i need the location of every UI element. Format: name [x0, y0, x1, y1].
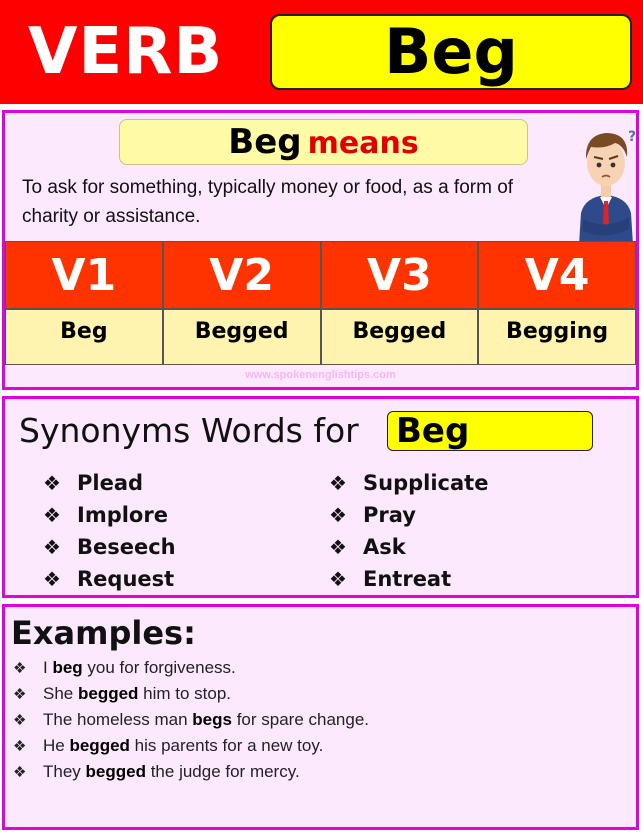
diamond-bullet-icon: ❖: [43, 535, 61, 559]
diamond-bullet-icon: ❖: [43, 567, 61, 591]
list-item: ❖ Request: [43, 563, 176, 595]
examples-section: [2, 604, 639, 830]
forms-value-v1: Beg: [5, 309, 163, 365]
diamond-bullet-icon: ❖: [329, 535, 347, 559]
example-item: ❖ I beg you for forgiveness.: [13, 655, 369, 681]
list-item: ❖ Plead: [43, 467, 176, 499]
verb-label: VERB: [28, 15, 224, 89]
list-item: ❖ Ask: [329, 531, 488, 563]
diamond-bullet-icon: ❖: [13, 764, 27, 781]
diamond-bullet-icon: ❖: [13, 686, 27, 703]
synonyms-word: Beg: [396, 411, 470, 451]
forms-value-v3: Begged: [321, 309, 479, 365]
list-item: ❖ Pray: [329, 499, 488, 531]
forms-value-v4: Begging: [478, 309, 636, 365]
synonyms-word-box: [387, 411, 593, 451]
list-item: ❖ Entreat: [329, 563, 488, 595]
example-item: ❖ They begged the judge for mercy.: [13, 759, 369, 785]
diamond-bullet-icon: ❖: [329, 567, 347, 591]
diamond-bullet-icon: ❖: [43, 471, 61, 495]
examples-title: Examples:: [11, 614, 196, 652]
synonyms-list-left: [43, 467, 176, 595]
watermark: www.spokenenglishtips.com: [245, 369, 396, 381]
headword-box: [270, 14, 632, 90]
example-item: ❖ The homeless man begs for spare change.: [13, 707, 369, 733]
svg-text:?: ?: [628, 129, 637, 145]
forms-value-row: [5, 309, 636, 365]
list-item: ❖ Supplicate: [329, 467, 488, 499]
confused-businessman-icon: [573, 113, 639, 245]
means-word: Beg: [228, 122, 302, 162]
forms-value-v2: Begged: [163, 309, 321, 365]
list-item: ❖ Implore: [43, 499, 176, 531]
synonyms-section: [2, 396, 639, 598]
list-item: ❖ Beseech: [43, 531, 176, 563]
diamond-bullet-icon: ❖: [13, 712, 27, 729]
examples-list: [13, 655, 369, 785]
verb-forms-table: [5, 241, 636, 365]
means-label: means: [307, 126, 419, 161]
forms-header-row: [5, 241, 636, 309]
means-bar: [119, 119, 528, 165]
diamond-bullet-icon: ❖: [13, 738, 27, 755]
diamond-bullet-icon: ❖: [329, 503, 347, 527]
synonyms-title: Synonyms Words for: [19, 411, 359, 450]
diamond-bullet-icon: ❖: [13, 660, 27, 677]
headword: Beg: [384, 15, 518, 88]
example-item: ❖ He begged his parents for a new toy.: [13, 733, 369, 759]
diamond-bullet-icon: ❖: [43, 503, 61, 527]
synonyms-list-right: [329, 467, 488, 595]
diamond-bullet-icon: ❖: [329, 471, 347, 495]
example-item: ❖ She begged him to stop.: [13, 681, 369, 707]
meaning-section: [2, 110, 639, 390]
definition-text: To ask for something, typically money or food, as a form of charity or assistance.: [22, 177, 514, 227]
forms-header-v2: V2: [163, 241, 321, 309]
forms-header-v1: V1: [5, 241, 163, 309]
header-banner: [0, 0, 643, 104]
forms-header-v3: V3: [321, 241, 479, 309]
forms-header-v4: V4: [478, 241, 636, 309]
